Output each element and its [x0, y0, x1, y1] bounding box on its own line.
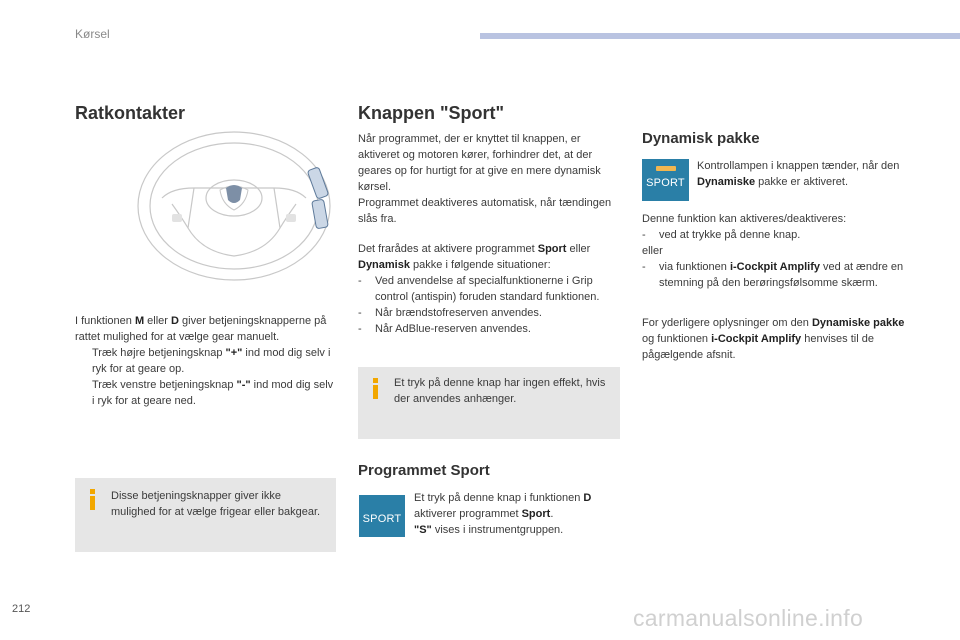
list-marker: -	[358, 275, 362, 287]
text-run: Det frarådes at aktivere programmet	[358, 243, 538, 255]
text-run: Et tryk på denne knap i funktionen	[414, 492, 584, 504]
bold-text: M	[134, 315, 145, 327]
sport-button-label: SPORT	[362, 512, 402, 525]
text-run: Træk højre betjeningsknap	[92, 347, 226, 359]
middle-dash-list	[358, 273, 620, 337]
left-intro-paragraph	[75, 313, 337, 345]
toggle-intro: Denne funktion kan aktiveres/deaktiveres:	[642, 213, 847, 225]
text-run: giver betjeningsknapperne på rattet mulighed for at vælge gear manuelt.	[75, 315, 327, 343]
list-item-text	[92, 377, 337, 409]
watermark: carmanualsonline.info	[633, 605, 864, 631]
list-item-text	[659, 259, 907, 291]
list-marker: -	[642, 229, 646, 241]
text-run: eller	[144, 315, 172, 327]
bold-text: "+"	[225, 347, 243, 359]
list-marker: -	[358, 323, 362, 335]
list-item	[642, 259, 907, 291]
bold-text: Sport	[521, 508, 551, 520]
list-item-text	[659, 227, 907, 243]
header-bar	[480, 33, 960, 39]
middle-advice	[358, 241, 620, 273]
middle-text	[358, 131, 620, 337]
right-list-1	[642, 227, 907, 243]
list-item	[642, 227, 907, 243]
more-info-text	[642, 315, 907, 363]
right-text	[642, 211, 907, 363]
list-marker	[75, 377, 92, 409]
list-item-text	[375, 321, 620, 337]
sport-button-with-lamp	[642, 159, 689, 201]
text-run: .	[550, 508, 554, 520]
list-item	[75, 377, 337, 409]
eller-text: eller	[642, 245, 663, 257]
left-bullet-list	[75, 345, 337, 409]
left-info-box	[75, 478, 336, 552]
text-run: ind mod dig selv i ryk for at geare op.	[92, 347, 331, 375]
bold-text: Dynamiske	[697, 176, 756, 188]
middle-para1: Når programmet, der er knyttet til knappen, er aktiveret og motoren kører, forhindrer det, at der geares op for hurtigt for at give en mere dynamisk kørsel.	[358, 133, 601, 193]
list-item	[358, 321, 620, 337]
bold-text: "S"	[414, 524, 432, 536]
text-run: Træk venstre betjeningsknap	[92, 379, 237, 391]
dynamic-pack-title: Dynamisk pakke	[642, 130, 760, 147]
text-run: pakke er aktiveret.	[755, 176, 849, 188]
text-run: ved at trykke på denne knap.	[659, 229, 801, 241]
list-marker: -	[358, 307, 362, 319]
sport-button	[359, 495, 405, 537]
list-item	[358, 305, 620, 321]
page-number: 212	[12, 603, 31, 615]
ratkontakter-title: Ratkontakter	[75, 103, 186, 123]
text-run: henvises til de pågælgende afsnit.	[642, 333, 874, 361]
middle-info-box	[358, 367, 620, 439]
bold-text: D	[583, 492, 592, 504]
list-item	[75, 345, 337, 377]
program-sport-text	[414, 490, 619, 538]
text-run: ved at ændre en stemning på den berøringsfølsomme skærm.	[659, 261, 904, 289]
indicator-lamp	[656, 166, 676, 171]
bold-text: "-"	[236, 379, 251, 391]
right-list-2	[642, 259, 907, 291]
middle-info-text: Et tryk på denne knap har ingen effekt, hvis der anvendes anhænger.	[394, 377, 606, 405]
text-run: og funktionen	[642, 333, 712, 345]
middle-para2: Programmet deaktiveres automatisk, når tændingen slås fra.	[358, 197, 612, 225]
list-item-text	[92, 345, 337, 377]
list-marker: -	[642, 261, 646, 273]
text-run: pakke i følgende situationer:	[409, 259, 551, 271]
text-run: vises i instrumentgruppen.	[431, 524, 564, 536]
bold-text: i-Cockpit Amplify	[711, 333, 802, 345]
text-run: I funktionen	[75, 315, 135, 327]
bold-text: i-Cockpit Amplify	[729, 261, 820, 273]
list-item-text	[375, 305, 620, 321]
text-run: eller	[566, 243, 591, 255]
bold-text: Dynamiske pakke	[811, 317, 905, 329]
list-item-text	[375, 273, 620, 305]
left-info-text: Disse betjeningsknapper giver ikke mulighed for at vælge frigear eller bakgear.	[111, 490, 321, 518]
steering-wheel-illustration	[132, 128, 348, 288]
sport-button-title: Knappen "Sport"	[358, 103, 505, 123]
text-run: ind mod dig selv i ryk for at geare ned.	[92, 379, 334, 407]
sport-button-label: SPORT	[646, 176, 685, 189]
header-section-label: Kørsel	[75, 27, 110, 41]
text-run: For yderligere oplysninger om den	[642, 317, 812, 329]
lamp-text	[697, 158, 907, 190]
info-icon	[371, 378, 380, 399]
info-icon	[88, 489, 97, 510]
bold-text: Sport	[537, 243, 567, 255]
program-sport-title: Programmet Sport	[358, 462, 490, 479]
left-intro	[75, 313, 337, 409]
text-run: aktiverer programmet	[414, 508, 522, 520]
bold-text: D	[171, 315, 179, 327]
bold-text: Dynamisk	[358, 259, 410, 271]
text-run: Ved anvendelse af specialfunktionerne i Grip control (antispin) foruden standard funktionen.	[375, 275, 600, 303]
text-run: Når AdBlue-reserven anvendes.	[375, 323, 531, 335]
text-run: via funktionen	[659, 261, 730, 273]
list-marker	[75, 345, 92, 377]
text-run: Kontrollampen i knappen tænder, når den	[697, 160, 900, 172]
text-run: Når brændstofreserven anvendes.	[375, 307, 542, 319]
list-item	[358, 273, 620, 305]
